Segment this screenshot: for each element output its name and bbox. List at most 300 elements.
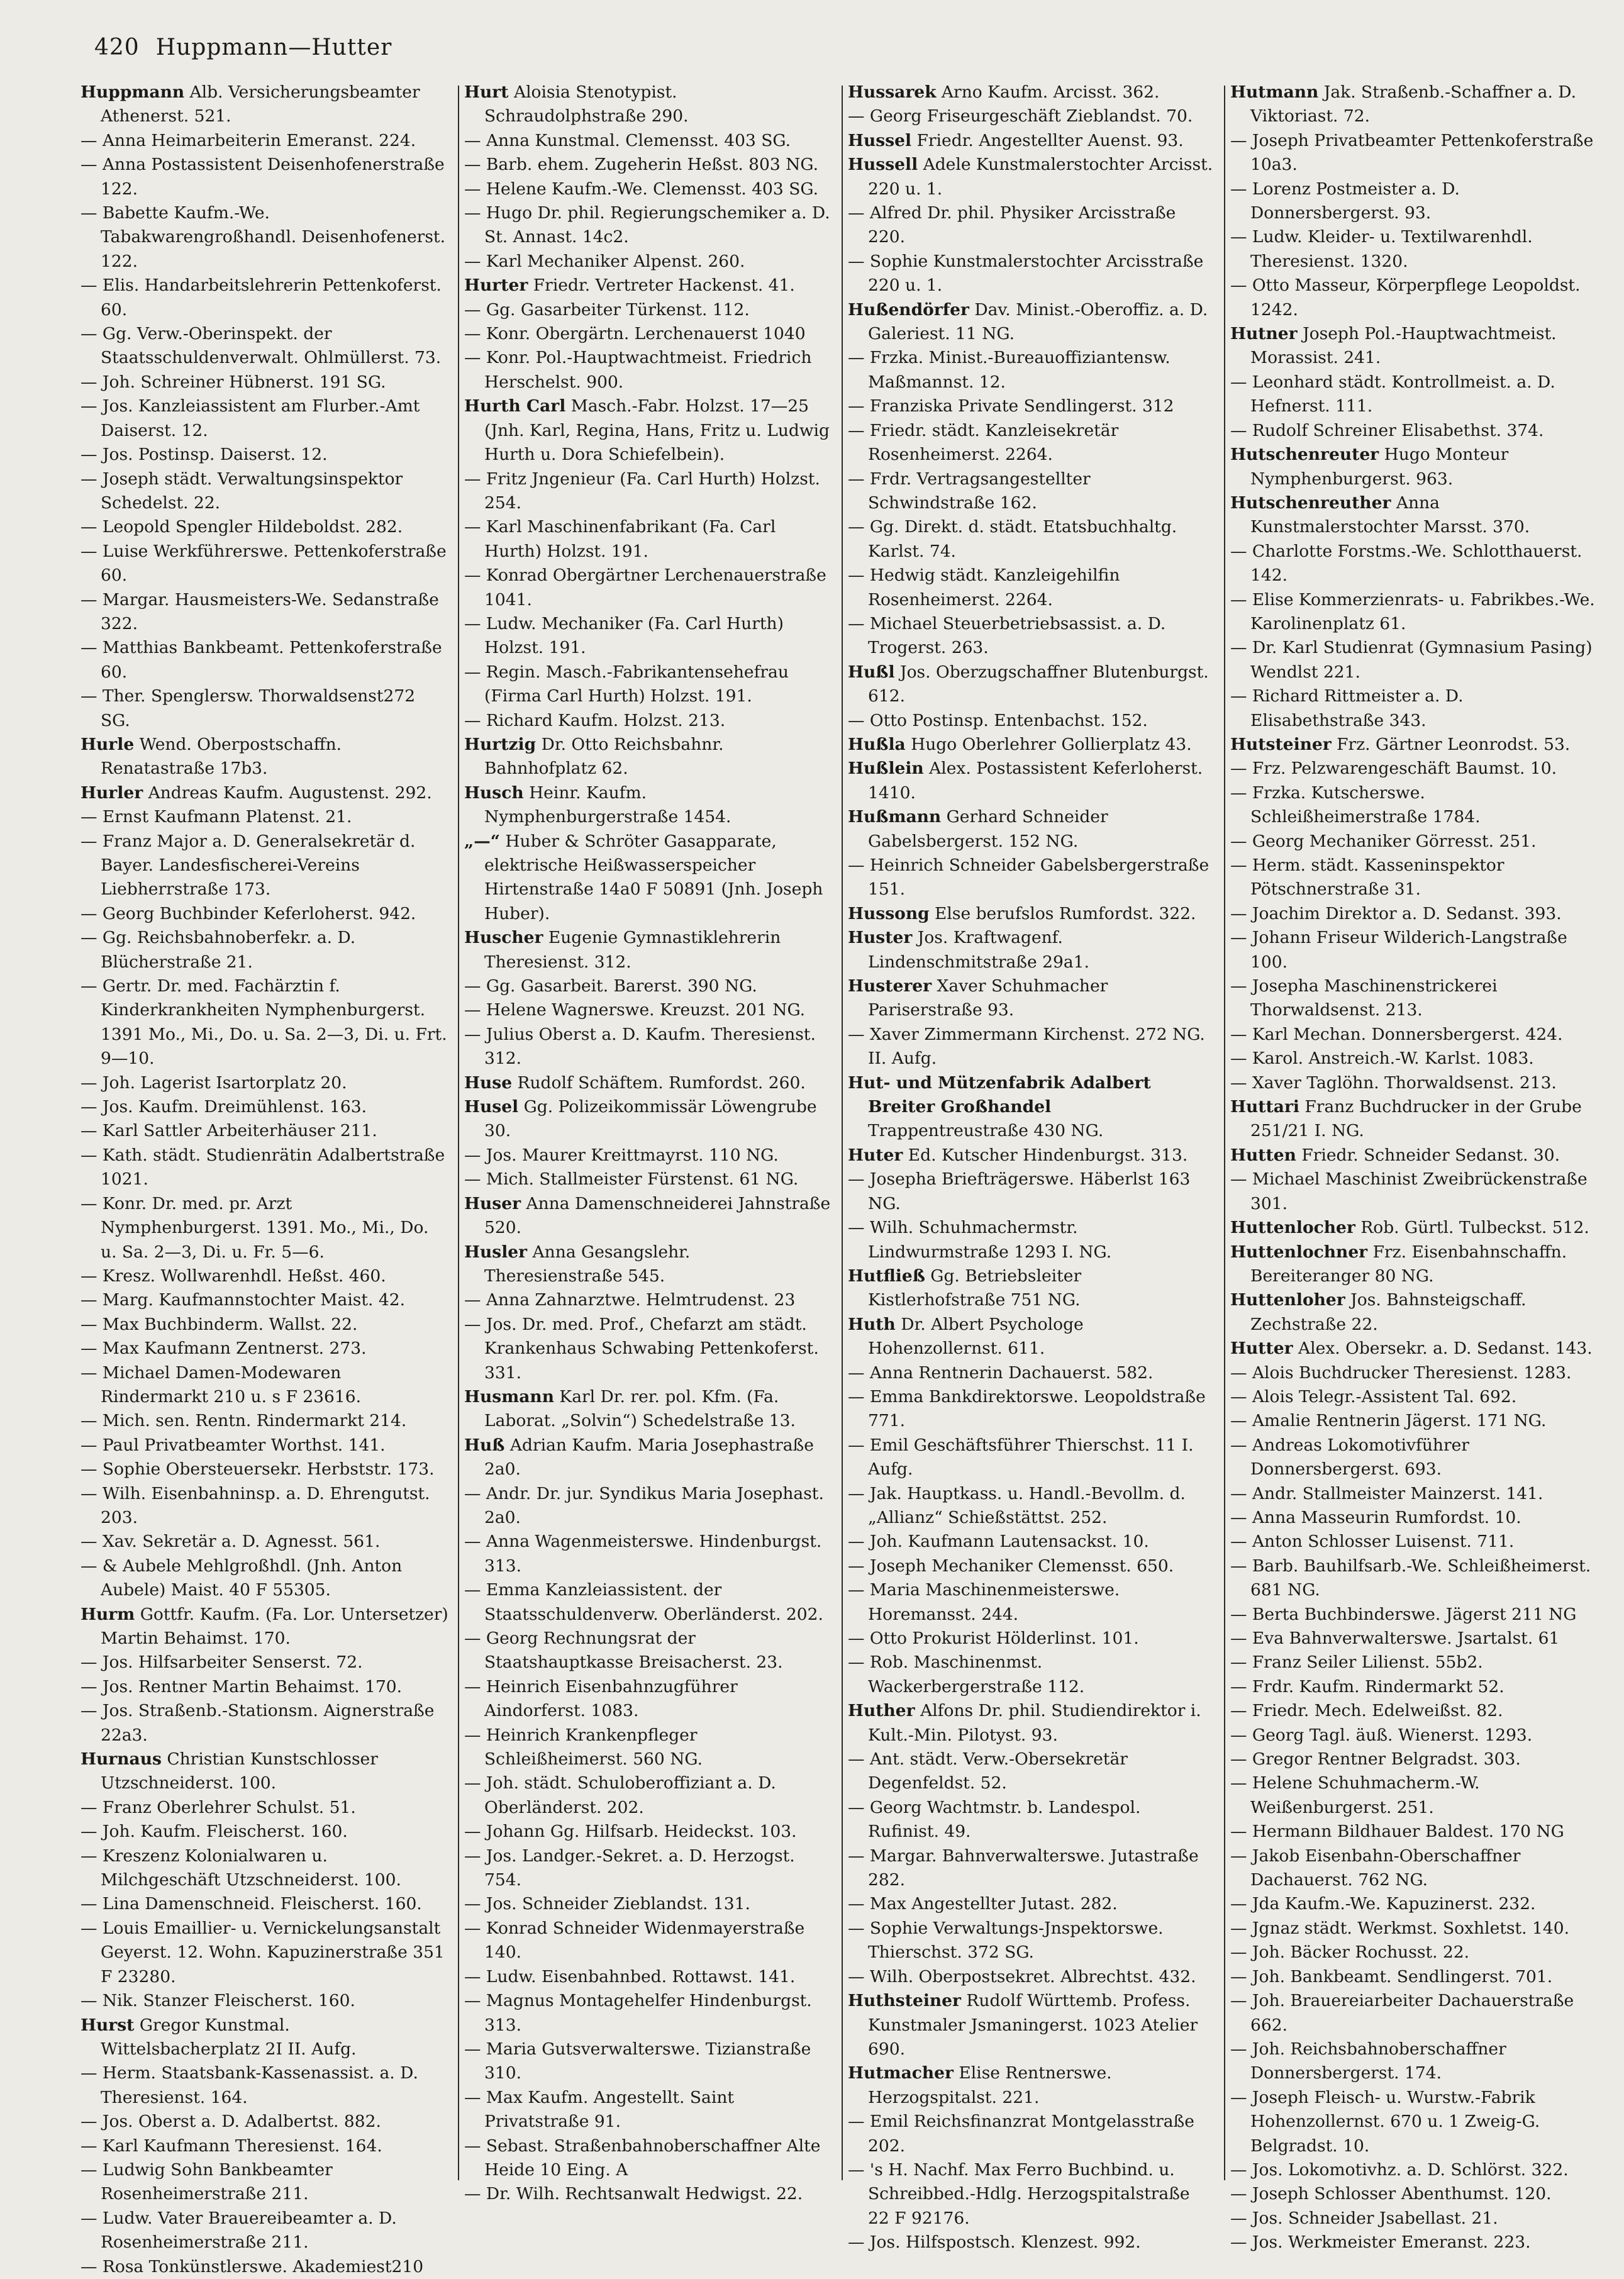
entry-details: — Max Angestellter Jutast. 282. — [848, 1894, 1118, 1914]
entry-details: — Luise Werkführerswe. Pettenkoferstraße 60. — [81, 541, 447, 586]
directory-entry — [81, 1095, 448, 1119]
entry-details: — Jakob Eisenbahn-Oberschaffner Dachauerst. 762 NG. — [1230, 1846, 1521, 1890]
directory-entry — [848, 709, 1216, 733]
directory-entry — [464, 2086, 832, 2134]
directory-entry — [464, 1578, 832, 1627]
directory-entry — [1230, 1047, 1598, 1071]
entry-details: Anna Gesangslehr. Theresienstraße 545. — [484, 1242, 691, 1286]
entry-surname: Hussong — [848, 903, 930, 923]
entry-details: — Friedr. städt. Kanzleisekretär Rosenheimerst. 2264. — [848, 420, 1119, 465]
entry-details: — Frzka. Kutscherswe. Schleißheimerstraße 1784. — [1230, 783, 1481, 827]
entry-surname: Huth — [848, 1314, 896, 1334]
directory-entry — [1230, 1144, 1598, 1167]
directory-entry — [464, 709, 832, 733]
entry-details: — Anna Masseurin Rumfordst. 10. — [1230, 1507, 1521, 1527]
entry-surname: Huther — [848, 1701, 915, 1721]
entry-details: — Rosa Tonkünstlerswe. Akademiest210 — [81, 2256, 424, 2276]
directory-entry — [81, 2110, 448, 2134]
entry-surname: Huster — [848, 928, 913, 948]
directory-entry — [464, 1724, 832, 1772]
directory-entry — [848, 564, 1216, 612]
directory-entry — [1230, 81, 1598, 129]
entry-details: — Jos. Lokomotivhz. a. D. Schlörst. 322. — [1230, 2159, 1569, 2180]
entry-details: — Anton Schlosser Luisenst. 711. — [1230, 1532, 1515, 1552]
entry-details: — Margar. Bahnverwalterswe. Jutastraße 282. — [848, 1846, 1199, 1890]
entry-surname: Hurler — [81, 783, 143, 803]
directory-entry — [464, 129, 832, 153]
directory-entry — [1230, 830, 1598, 854]
entry-details: Arno Kaufm. Arcisst. 362. — [936, 82, 1160, 102]
directory-entry — [81, 1747, 448, 1796]
entry-surname: Hurm — [81, 1604, 135, 1624]
entry-details: — 's H. Nachf. Max Ferro Buchbind. u. Schreibbed.-Hdlg. Herzogspitalstraße 22 F 92176. — [848, 2159, 1190, 2228]
directory-entry — [1230, 1965, 1598, 1989]
directory-entry — [81, 322, 448, 371]
entry-details: — Magnus Montagehelfer Hindenburgst. 313. — [464, 1991, 812, 2035]
directory-entry — [1230, 1651, 1598, 1674]
entry-details: — Joh. Kaufmann Lautensackst. 10. — [848, 1532, 1149, 1552]
page-header — [94, 35, 392, 72]
entry-details: — Berta Buchbinderswe. Jägerst 211 NG — [1230, 1604, 1577, 1624]
directory-entry — [848, 2061, 1216, 2110]
directory-entry — [848, 1796, 1216, 1844]
entry-surname: Hussarek — [848, 82, 937, 102]
directory-entry — [1230, 371, 1598, 419]
entry-surname: Huttenlochner — [1230, 1242, 1368, 1262]
directory-entry — [1230, 1482, 1598, 1506]
directory-entry — [848, 1917, 1216, 1965]
entry-details: — Hugo Dr. phil. Regierungschemiker a. D. St. Annast. 14c2. — [464, 203, 830, 247]
entry-details: — Maria Gutsverwalterswe. Tizianstraße 310. — [464, 2039, 811, 2083]
directory-entry — [848, 1530, 1216, 1554]
entry-details: — Franz Major a. D. Generalsekretär d. Bayer. Landesfischerei-Vereins Liebherrstraße 173. — [81, 831, 416, 900]
directory-entry — [1230, 1844, 1598, 1893]
entry-details: Jos. Kraftwagenf. Lindenschmitstraße 29a1. — [868, 928, 1089, 972]
entry-details: — Xaver Taglöhn. Thorwaldsenst. 213. — [1230, 1073, 1557, 1093]
directory-entry — [848, 419, 1216, 467]
entry-details: Joseph Pol.-Hauptwachtmeist. Morassist. 241. — [1250, 324, 1557, 368]
directory-entry — [464, 2037, 832, 2086]
directory-entry — [81, 781, 448, 805]
entry-details: — Jos. Kanzleiassistent am Flurber.-Amt Daiserst. 12. — [81, 396, 420, 440]
entry-details: Eugenie Gymnastiklehrerin Theresienst. 312. — [484, 928, 781, 972]
directory-entry — [1230, 322, 1598, 371]
directory-entry — [848, 1434, 1216, 1482]
entry-details: Gg. Betriebsleiter Kistlerhofstraße 751 NG. — [868, 1266, 1082, 1310]
entry-details: — Elise Kommerzienrats- u. Fabrikbes.-We. Karolinenplatz 61. — [1230, 589, 1595, 633]
column-4 — [1230, 81, 1598, 2253]
entry-details: — Jos. Dr. med. Prof., Chefarzt am städt. Krankenhaus Schwabing Pettenkoferst. 331. — [464, 1314, 819, 1383]
entry-details: — Max Kaufm. Angestellt. Saint Privatstraße 91. — [464, 2087, 735, 2132]
entry-details: — Jda Kaufm.-We. Kapuzinerst. 232. — [1230, 1894, 1536, 1914]
entry-details: — Xav. Sekretär a. D. Agnesst. 561. — [81, 1532, 381, 1552]
entry-details: — Karl Kaufmann Theresienst. 164. — [81, 2136, 382, 2156]
entry-details: — Barb. Bauhilfsarb.-We. Schleißheimerst. 681 NG. — [1230, 1556, 1591, 1600]
entry-details: — Franz Oberlehrer Schulst. 51. — [81, 1797, 356, 1817]
entry-details: — Anna Kunstmal. Clemensst. 403 SG. — [464, 130, 791, 150]
entry-details: — Julius Oberst a. D. Kaufm. Theresienst. 312. — [464, 1024, 816, 1069]
directory-entry — [81, 805, 448, 829]
directory-entry — [464, 2134, 832, 2183]
directory-entry — [1230, 1506, 1598, 1530]
entry-surname: Hußlein — [848, 759, 924, 779]
entry-details: Rudolf Württemb. Profess. Kunstmaler Jsmaningerst. 1023 Atelier 690. — [868, 1991, 1198, 2059]
entry-details: — Jos. Hilfsarbeiter Senserst. 72. — [81, 1652, 363, 1673]
directory-entry — [1230, 1337, 1598, 1361]
directory-entry — [1230, 274, 1598, 322]
directory-entry — [1230, 1071, 1598, 1095]
entry-details: Friedr. Schneider Sedanst. 30. — [1296, 1145, 1560, 1165]
entry-surname: Husel — [464, 1097, 519, 1117]
entry-details: — Jos. Hilfspostsch. Klenzest. 992. — [848, 2232, 1141, 2253]
directory-entry — [81, 2207, 448, 2255]
directory-entry — [81, 588, 448, 637]
directory-entry — [81, 1892, 448, 1916]
entry-details: — Gg. Reichsbahnoberfekr. a. D. Blücherstraße 21. — [81, 928, 356, 972]
entry-details: Dr. Albert Psychologe Hohenzollernst. 611. — [868, 1314, 1084, 1359]
entry-details: Karl Dr. rer. pol. Kfm. (Fa. Laborat. „Solvin“) Schedelstraße 13. — [484, 1386, 796, 1431]
entry-details: — Richard Kaufm. Holzst. 213. — [464, 710, 726, 730]
directory-entry — [1230, 419, 1598, 443]
entry-details: — Gg. Gasarbeit. Barerst. 390 NG. — [464, 976, 757, 996]
entry-surname: Hußendörfer — [848, 299, 969, 320]
entry-details: — Jgnaz städt. Werkmst. Soxhletst. 140. — [1230, 1918, 1570, 1938]
entry-details: — Barb. ehem. Zugeherin Heßst. 803 NG. — [464, 155, 819, 175]
entry-details: — Otto Postinsp. Entenbachst. 152. — [848, 710, 1148, 730]
entry-details: — Emil Reichsfinanzrat Montgelasstraße 202. — [848, 2112, 1194, 2156]
entry-details: — Georg Mechaniker Görresst. 251. — [1230, 831, 1537, 851]
directory-entry — [464, 1192, 832, 1240]
entry-details: Friedr. Vertreter Hackenst. 41. — [528, 276, 795, 296]
directory-entry — [464, 926, 832, 974]
entry-details: — Sebast. Straßenbahnoberschaffner Alte Heide 10 Eing. A — [464, 2136, 821, 2180]
directory-entry — [464, 1288, 832, 1312]
directory-entry — [81, 1457, 448, 1481]
entry-details: Franz Buchdrucker in der Grube 251/21 I. NG. — [1250, 1097, 1582, 1141]
entry-details: Andreas Kaufm. Augustenst. 292. — [143, 783, 432, 803]
directory-entry — [81, 1699, 448, 1747]
entry-details: — Andreas Lokomotivführer Donnersbergerst. 693. — [1230, 1435, 1469, 1479]
entry-surname: Hußl — [848, 662, 895, 682]
directory-entry — [848, 1167, 1216, 1216]
directory-entry — [81, 443, 448, 467]
directory-entry — [81, 2255, 448, 2279]
directory-entry — [848, 394, 1216, 418]
directory-entry — [1230, 2207, 1598, 2231]
directory-entry — [464, 1844, 832, 1893]
directory-entry — [464, 1434, 832, 1482]
directory-entry — [464, 153, 832, 177]
entry-details: — Gg. Verw.-Oberinspekt. der Staatsschuldenverwalt. Ohlmüllerst. 73. — [81, 324, 442, 368]
directory-entry — [81, 1554, 448, 1603]
entry-details: — Anna Postassistent Deisenhofenerstraße 122. — [81, 155, 445, 199]
column-rule — [1224, 86, 1225, 2180]
directory-entry — [848, 346, 1216, 394]
entry-details: — Georg Friseurgeschäft Zieblandst. 70. — [848, 106, 1193, 126]
entry-details: Masch.-Fabr. Holzst. 17—25 (Jnh. Karl, Regina, Hans, Fritz u. Ludwig Hurth u. Dora Schiefelbein). — [484, 396, 830, 465]
entry-details: — Regin. Masch.-Fabrikantensehefrau (Firma Carl Hurth) Holzst. 191. — [464, 662, 789, 706]
entry-details: — Frdr. Kaufm. Rindermarkt 52. — [1230, 1676, 1504, 1697]
directory-entry — [464, 1144, 832, 1167]
directory-entry — [1230, 1434, 1598, 1482]
entry-surname: Huppmann — [81, 82, 185, 102]
entry-details: — Rudolf Schreiner Elisabethst. 374. — [1230, 420, 1544, 440]
entry-surname: Hussell — [848, 155, 918, 175]
entry-surname: Huttenlocher — [1230, 1218, 1355, 1238]
entry-details: — Babette Kaufm.-We. Tabakwarengroßhandl. Deisenhofenerst. 122. — [81, 203, 445, 271]
directory-entry — [1230, 757, 1598, 781]
entry-details: — Rob. Maschinenmst. Wackerbergerstraße 112. — [848, 1652, 1085, 1697]
entry-details: — Leopold Spengler Hildeboldst. 282. — [81, 517, 403, 537]
entry-details: — Josepha Maschinenstrickerei Thorwaldsenst. 213. — [1230, 976, 1498, 1020]
entry-details: Friedr. Angestellter Auenst. 93. — [911, 130, 1184, 150]
directory-entry — [1230, 1603, 1598, 1627]
directory-entry — [1230, 1892, 1598, 1916]
entry-details: — Joh. Bankbeamt. Sendlingerst. 701. — [1230, 1966, 1553, 1986]
directory-entry — [464, 1675, 832, 1724]
directory-entry — [81, 540, 448, 588]
directory-entry — [848, 1361, 1216, 1385]
entry-details: — Charlotte Forstms.-We. Schlotthauerst. 142. — [1230, 541, 1582, 586]
entry-details: — Herm. Staatsbank-Kassenassist. a. D. Theresienst. 164. — [81, 2063, 418, 2107]
entry-details: — Louis Emaillier- u. Vernickelungsanstalt Geyerst. 12. Wohn. Kapuzinerstraße 351 F 23280. — [81, 1918, 445, 1986]
entry-details: — Leonhard städt. Kontrollmeist. a. D. Hefnerst. 111. — [1230, 372, 1555, 416]
directory-entry — [81, 81, 448, 129]
entry-details: — Alois Telegr.-Assistent Tal. 692. — [1230, 1386, 1517, 1407]
entry-details: Anna Damenschneiderei Jahnstraße 520. — [484, 1193, 831, 1238]
directory-entry — [81, 1651, 448, 1674]
directory-entry — [1230, 636, 1598, 684]
directory-entry — [1230, 491, 1598, 540]
entry-surname: Hurnaus — [81, 1749, 162, 1769]
directory-entry — [81, 902, 448, 926]
entry-details: — Johann Friseur Wilderich-Langstraße 100. — [1230, 928, 1567, 972]
directory-entry — [1230, 1167, 1598, 1216]
entry-details: — Maria Maschinenmeisterswe. Horemansst. 244. — [848, 1580, 1120, 1624]
entry-details: — Anna Rentnerin Dachauerst. 582. — [848, 1362, 1154, 1383]
directory-entry — [81, 1337, 448, 1361]
entry-surname: Hutsteiner — [1230, 734, 1332, 754]
entry-details: — Konrad Schneider Widenmayerstraße 140. — [464, 1918, 805, 1963]
entry-surname: Hutmann — [1230, 82, 1319, 102]
entry-surname: Hurter — [464, 276, 528, 296]
directory-entry — [1230, 1240, 1598, 1289]
entry-surname: Hussel — [848, 130, 912, 150]
entry-details: — Joseph Mechaniker Clemensst. 650. — [848, 1556, 1174, 1576]
entry-surname: Hurtzig — [464, 734, 537, 754]
directory-entry — [464, 1385, 832, 1434]
entry-details: — Helene Wagnerswe. Kreuzst. 201 NG. — [464, 1000, 806, 1020]
entry-surname: Huß — [464, 1435, 505, 1455]
directory-entry — [464, 1482, 832, 1530]
entry-details: — Franziska Private Sendlingerst. 312 — [848, 396, 1174, 416]
directory-entry — [464, 1989, 832, 2037]
entry-details: Jos. Bahnsteigschaff. Zechstraße 22. — [1250, 1290, 1527, 1334]
directory-entry — [81, 974, 448, 1071]
directory-entry — [1230, 1771, 1598, 1820]
directory-entry — [848, 757, 1216, 805]
entry-details: — Karl Maschinenfabrikant (Fa. Carl Hurth) Holzst. 191. — [464, 517, 776, 561]
entry-surname: Hurt — [464, 82, 509, 102]
directory-entry — [81, 1530, 448, 1554]
directory-entry — [848, 854, 1216, 902]
entry-details: Jak. Straßenb.-Schaffner a. D. Viktoriast. 72. — [1250, 82, 1577, 126]
entry-details: Dr. Otto Reichsbahnr. Bahnhofplatz 62. — [484, 734, 724, 779]
directory-entry — [464, 394, 832, 467]
entry-details: — Joseph Schlosser Abenthumst. 120. — [1230, 2184, 1552, 2204]
directory-entry — [848, 926, 1216, 974]
entry-details: — Ludw. Vater Brauereibeamter a. D. Rosenheimerstraße 211. — [81, 2208, 397, 2253]
entry-details: — Jos. Rentner Martin Behaimst. 170. — [81, 1676, 403, 1697]
directory-entry — [1230, 129, 1598, 177]
directory-entry — [848, 733, 1216, 757]
entry-details: — Anna Heimarbeiterin Emeranst. 224. — [81, 130, 416, 150]
entry-details: — Alfred Dr. phil. Physiker Arcisstraße 220. — [848, 203, 1176, 247]
entry-details: — Ludw. Mechaniker (Fa. Carl Hurth) Holzst. 191. — [464, 613, 784, 658]
entry-details: Xaver Schuhmacher Pariserstraße 93. — [868, 976, 1108, 1020]
entry-details: — & Aubele Mehlgroßhdl. (Jnh. Anton Aubele) Maist. 40 F 55305. — [81, 1556, 403, 1600]
entry-details: Anna Kunstmalerstochter Marsst. 370. — [1250, 493, 1530, 537]
entry-details: — Richard Rittmeister a. D. Elisabethstraße 343. — [1230, 686, 1464, 730]
directory-entry — [1230, 2037, 1598, 2086]
entry-details: — Kath. städt. Studienrätin Adalbertstraße 1021. — [81, 1145, 445, 1190]
directory-entry — [1230, 1747, 1598, 1771]
entry-details: — Otto Masseur, Körperpflege Leopoldst. 1242. — [1230, 276, 1581, 320]
entry-details: Trappentreustraße 430 NG. — [868, 1121, 1104, 1141]
entry-surname: Hutner — [1230, 324, 1298, 344]
entry-surname: Huttenloher — [1230, 1290, 1345, 1310]
entry-details: — Konr. Dr. med. pr. Arzt Nymphenburgerst. 1391. Mo., Mi., Do. u. Sa. 2—3, Di. u. Fr. 5—6. — [81, 1193, 429, 1262]
directory-entry — [848, 974, 1216, 1023]
entry-details: — Lina Damenschneid. Fleischerst. 160. — [81, 1894, 422, 1914]
entry-details: — Nik. Stanzer Fleischerst. 160. — [81, 1991, 355, 2011]
entry-surname: Hußmann — [848, 807, 942, 827]
directory-entry — [81, 1144, 448, 1192]
entry-details: — Karol. Anstreich.-W. Karlst. 1083. — [1230, 1049, 1534, 1069]
entry-details: — Jos. Schneider Zieblandst. 131. — [464, 1894, 750, 1914]
column-rule — [842, 86, 843, 2180]
entry-details: — Elis. Handarbeitslehrerin Pettenkoferst. 60. — [81, 276, 442, 320]
directory-entry — [81, 467, 448, 516]
directory-entry — [1230, 2182, 1598, 2206]
directory-entry — [464, 781, 832, 830]
directory-entry — [464, 250, 832, 274]
entry-details: — Konr. Pol.-Hauptwachtmeist. Friedrich Herschelst. 900. — [464, 348, 812, 392]
entry-details: Adele Kunstmalerstochter Arcisst. 220 u. 1. — [868, 155, 1213, 199]
directory-entry — [464, 830, 832, 927]
directory-entry — [464, 298, 832, 322]
directory-entry — [81, 1264, 448, 1288]
entry-details: — Karl Mechan. Donnersbergerst. 424. — [1230, 1024, 1563, 1044]
directory-entry — [1230, 1989, 1598, 2037]
directory-entry — [464, 1820, 832, 1844]
directory-entry — [1230, 781, 1598, 830]
entry-details: Else berufslos Rumfordst. 322. — [929, 903, 1196, 923]
entry-details: — Michael Maschinist Zweibrückenstraße 301. — [1230, 1169, 1588, 1213]
directory-entry — [1230, 902, 1598, 926]
entry-details: Elise Rentnerswe. Herzogspitalst. 221. — [868, 2063, 1112, 2107]
directory-entry — [1230, 1409, 1598, 1433]
directory-entry — [848, 467, 1216, 516]
directory-entry — [1230, 1385, 1598, 1409]
directory-entry — [848, 1385, 1216, 1434]
entry-details: — Mich. Stallmeister Fürstenst. 61 NG. — [464, 1169, 799, 1190]
entry-details: Alex. Obersekr. a. D. Sedanst. 143. — [1293, 1339, 1593, 1359]
entry-details: — Anna Wagenmeisterswe. Hindenburgst. 313. — [464, 1532, 822, 1576]
entry-details: Alb. Versicherungsbeamter Athenerst. 521. — [101, 82, 420, 126]
entry-surname: Hutten — [1230, 1145, 1296, 1165]
entry-details: Wend. Oberpostschaffn. Renatastraße 17b3. — [101, 734, 342, 779]
entry-details: — Georg Wachtmstr. b. Landespol. Rufinist. 49. — [848, 1797, 1141, 1842]
directory-entry — [1230, 1023, 1598, 1047]
directory-entry — [464, 1313, 832, 1385]
directory-entry — [848, 1313, 1216, 1361]
entry-details: — Ther. Spenglersw. Thorwaldsenst272 SG. — [81, 686, 416, 730]
entry-details: — Ludw. Kleider- u. Textilwarenhdl. Theresienst. 1320. — [1230, 227, 1533, 271]
directory-entry — [464, 2182, 832, 2206]
directory-entry — [848, 1892, 1216, 1916]
entry-surname: Huser — [464, 1193, 521, 1213]
entry-details: — Michael Damen-Modewaren Rindermarkt 210 u. s F 23616. — [81, 1362, 362, 1407]
entry-details: — Max Kaufmann Zentnerst. 273. — [81, 1339, 367, 1359]
directory-entry — [848, 1554, 1216, 1578]
entry-details: Aloisia Stenotypist. Schraudolphstraße 290. — [484, 82, 689, 126]
directory-entry — [464, 733, 832, 781]
entry-details: — Emil Geschäftsführer Thierschst. 11 I. Aufg. — [848, 1435, 1194, 1479]
entry-details: — Konrad Obergärtner Lerchenauerstraße 1041. — [464, 566, 826, 610]
directory-entry — [81, 394, 448, 443]
directory-entry — [1230, 1216, 1598, 1240]
directory-entry — [464, 1095, 832, 1144]
directory-entry — [81, 1675, 448, 1699]
entry-details: — Joh. Brauereiarbeiter Dachauerstraße 662. — [1230, 1991, 1574, 2035]
directory-entry — [848, 1699, 1216, 1747]
entry-details: — Jos. Maurer Kreittmayrst. 110 NG. — [464, 1145, 779, 1165]
directory-entry — [81, 201, 448, 274]
directory-entry — [1230, 684, 1598, 733]
directory-entry — [848, 1844, 1216, 1893]
directory-entry — [464, 322, 832, 346]
entry-details: — Jos. Schneider Jsabellast. 21. — [1230, 2208, 1498, 2228]
directory-entry — [81, 636, 448, 684]
directory-entry — [464, 1771, 832, 1820]
entry-details: — Eva Bahnverwalterswe. Jsartalst. 61 — [1230, 1629, 1560, 1648]
entry-details: — Johann Gg. Hilfsarb. Heideckst. 103. — [464, 1822, 797, 1842]
entry-details: — Emma Bankdirektorswe. Leopoldstraße 771. — [848, 1386, 1206, 1431]
entry-details: — Anna Zahnarztwe. Helmtrudenst. 23 — [464, 1290, 796, 1310]
entry-surname: Hurst — [81, 2015, 135, 2035]
directory-entry — [464, 612, 832, 660]
directory-entry — [81, 1361, 448, 1410]
directory-entry — [848, 153, 1216, 201]
directory-entry — [81, 1482, 448, 1530]
directory-entry — [81, 1119, 448, 1143]
entry-details: Rudolf Schäftem. Rumfordst. 260. — [512, 1073, 806, 1093]
directory-entry — [81, 2014, 448, 2062]
directory-entry — [81, 1989, 448, 2013]
entry-details: — Ludw. Eisenbahnbed. Rottawst. 141. — [464, 1966, 796, 1986]
directory-entry — [1230, 1361, 1598, 1385]
entry-details: Ed. Kutscher Hindenburgst. 313. — [903, 1145, 1188, 1165]
column-1 — [81, 81, 448, 2276]
directory-entry — [81, 926, 448, 974]
entry-details: Gregor Kunstmal. Wittelsbacherplatz 2I II. Aufg. — [101, 2015, 357, 2059]
entry-details: — Alois Buchdrucker Theresienst. 1283. — [1230, 1362, 1572, 1383]
entry-details: Dav. Minist.-Oberoffiz. a. D. Galeriest. 11 NG. — [868, 299, 1208, 344]
entry-surname: Husch — [464, 783, 524, 803]
directory-entry — [464, 1071, 832, 1095]
entry-details: Huber & Schröter Gasapparate, elektrische Heißwasserspeicher Hirtenstraße 14a0 F 50891 (Jnh. Joseph Huber). — [484, 831, 823, 923]
